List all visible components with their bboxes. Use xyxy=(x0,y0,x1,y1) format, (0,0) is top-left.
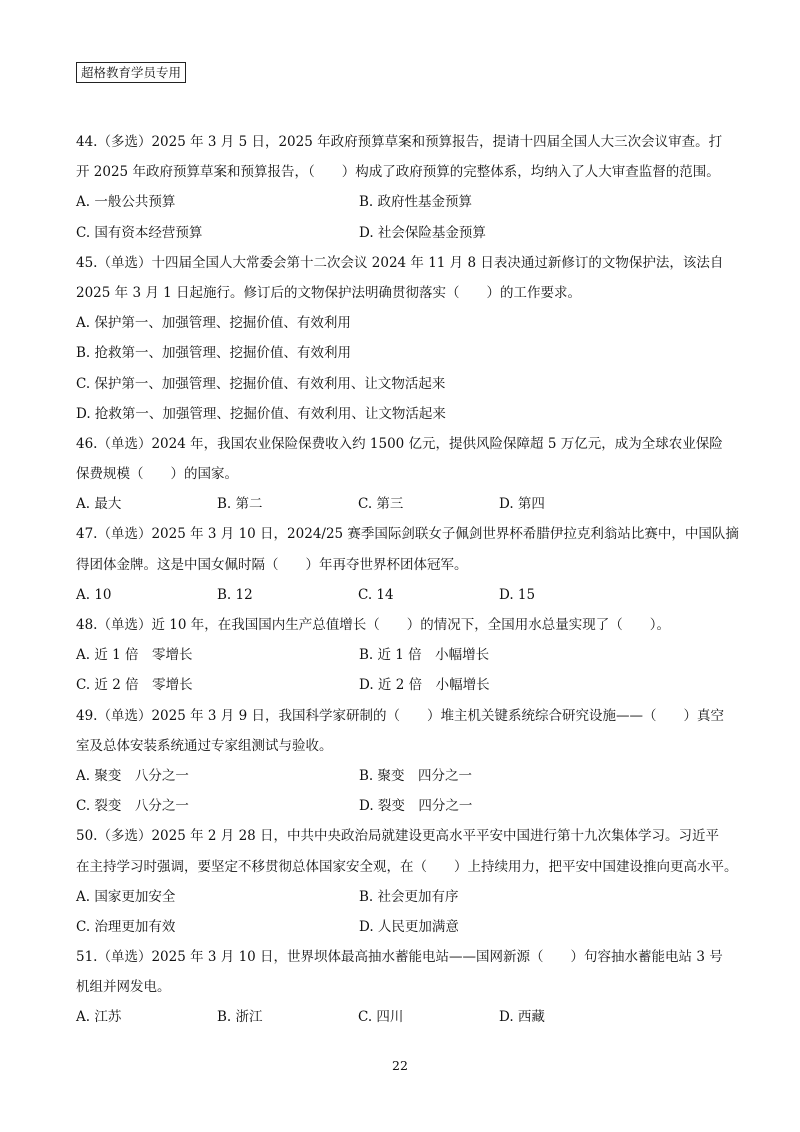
page-number: 22 xyxy=(392,1058,408,1073)
option-b: B. 抢救第一、加强管理、挖掘价值、有效利用 xyxy=(76,345,352,362)
question-stem-line: 48.（单选）近 10 年，在我国国内生产总值增长（ ）的情况下，全国用水总量实现了（ ）。 xyxy=(76,617,670,633)
question-50 xyxy=(76,821,738,942)
option-c: C. 近 2 倍 零增长 xyxy=(76,677,193,694)
question-47 xyxy=(76,519,739,610)
question-51 xyxy=(76,942,726,1033)
option-a: A. 江苏 xyxy=(76,1009,122,1026)
option-a: A. 最大 xyxy=(76,496,122,513)
question-stem-line: 45.（单选）十四届全国人大常委会第十二次会议 2024 年 11 月 8 日表决通过新修订的文物保护法，该法自 xyxy=(76,254,724,271)
question-stem-line: 46.（单选）2024 年，我国农业保险保费收入约 1500 亿元，提供风险保障超 5 万亿元，成为全球农业保险 xyxy=(76,435,723,452)
option-row xyxy=(76,489,726,519)
option-d: D. 西藏 xyxy=(499,1009,545,1026)
option-c: C. 保护第一、加强管理、挖掘价值、有效利用、让文物活起来 xyxy=(76,375,446,392)
option-row xyxy=(76,580,726,610)
question-stem-line: 2025 年 3 月 1 日起施行。修订后的文物保护法明确贯彻落实（ ）的工作要求。 xyxy=(76,284,581,301)
question-stem-line: 机组并网发电。 xyxy=(76,979,171,996)
option-b: B. 浙江 xyxy=(217,1009,263,1026)
option-a: A. 10 xyxy=(76,586,112,603)
option-row xyxy=(76,1002,726,1032)
option-b: B. 政府性基金预算 xyxy=(359,194,473,211)
question-46 xyxy=(76,429,726,520)
question-49 xyxy=(76,701,726,822)
option-b: B. 12 xyxy=(217,586,253,603)
question-stem-line: 保费规模（ ）的国家。 xyxy=(76,466,238,483)
option-c: C. 四川 xyxy=(358,1009,404,1026)
option-c: C. 裂变 八分之一 xyxy=(76,798,189,815)
option-d: D. 裂变 四分之一 xyxy=(359,798,473,815)
header-tag: 超格教育学员专用 xyxy=(76,62,186,83)
option-a: A. 近 1 倍 零增长 xyxy=(76,647,193,664)
question-list xyxy=(76,127,739,1033)
question-stem-line: 50.（多选）2025 年 2 月 28 日，中共中央政治局就建设更高水平平安中国进行第十九次集体学习。习近平 xyxy=(76,828,720,845)
question-stem-line: 在主持学习时强调，要坚定不移贯彻总体国家安全观，在（ ）上持续用力，把平安中国建设推向更高水平。 xyxy=(76,858,738,875)
option-a: A. 国家更加安全 xyxy=(76,888,176,905)
option-a: A. 保护第一、加强管理、挖掘价值、有效利用 xyxy=(76,315,351,332)
option-a: A. 聚变 八分之一 xyxy=(76,767,189,784)
option-row xyxy=(76,187,726,217)
option-c: C. 治理更加有效 xyxy=(76,918,176,935)
question-stem-line: 47.（单选）2025 年 3 月 10 日，2024/25 赛季国际剑联女子佩剑世界杯希腊伊拉克利翁站比赛中，中国队摘 xyxy=(76,526,739,543)
option-row xyxy=(76,670,726,700)
question-48 xyxy=(76,610,726,701)
option-d: D. 第四 xyxy=(499,496,545,513)
question-45 xyxy=(76,248,726,429)
option-b: B. 近 1 倍 小幅增长 xyxy=(359,647,490,664)
question-stem-line: 室及总体安装系统通过专家组测试与验收。 xyxy=(76,737,333,754)
option-c: C. 14 xyxy=(358,586,394,603)
question-44 xyxy=(76,127,726,248)
option-d: D. 15 xyxy=(499,586,536,603)
option-row xyxy=(76,218,726,248)
option-d: D. 近 2 倍 小幅增长 xyxy=(359,677,490,694)
option-row xyxy=(76,912,726,942)
option-b: B. 第二 xyxy=(217,496,263,513)
option-row xyxy=(76,640,726,670)
option-d: D. 社会保险基金预算 xyxy=(359,224,486,241)
question-stem-line: 44.（多选）2025 年 3 月 5 日，2025 年政府预算草案和预算报告，提请十四届全国人大三次会议审查。打 xyxy=(76,134,723,150)
option-row xyxy=(76,791,726,821)
option-b: B. 社会更加有序 xyxy=(359,888,459,905)
option-c: C. 第三 xyxy=(358,496,404,513)
question-stem-line: 51.（单选）2025 年 3 月 10 日，世界坝体最高抽水蓄能电站——国网新源（ ）句容抽水蓄能电站 3 号 xyxy=(76,949,723,966)
option-row xyxy=(76,761,726,791)
option-a: A. 一般公共预算 xyxy=(76,194,176,211)
question-stem-line: 49.（单选）2025 年 3 月 9 日，我国科学家研制的（ ）堆主机关键系统综合研究设施——（ ）真空 xyxy=(76,707,724,724)
question-stem-line: 得团体金牌。这是中国女佩时隔（ ）年再夺世界杯团体冠军。 xyxy=(76,556,468,573)
option-c: C. 国有资本经营预算 xyxy=(76,224,203,241)
option-b: B. 聚变 四分之一 xyxy=(359,767,473,784)
option-d: D. 人民更加满意 xyxy=(359,918,459,935)
option-d: D. 抢救第一、加强管理、挖掘价值、有效利用、让文物活起来 xyxy=(76,405,446,422)
question-stem-line: 开 2025 年政府预算草案和预算报告，（ ）构成了政府预算的完整体系，均纳入了人大审查监督的范围。 xyxy=(76,164,720,181)
option-row xyxy=(76,882,726,912)
